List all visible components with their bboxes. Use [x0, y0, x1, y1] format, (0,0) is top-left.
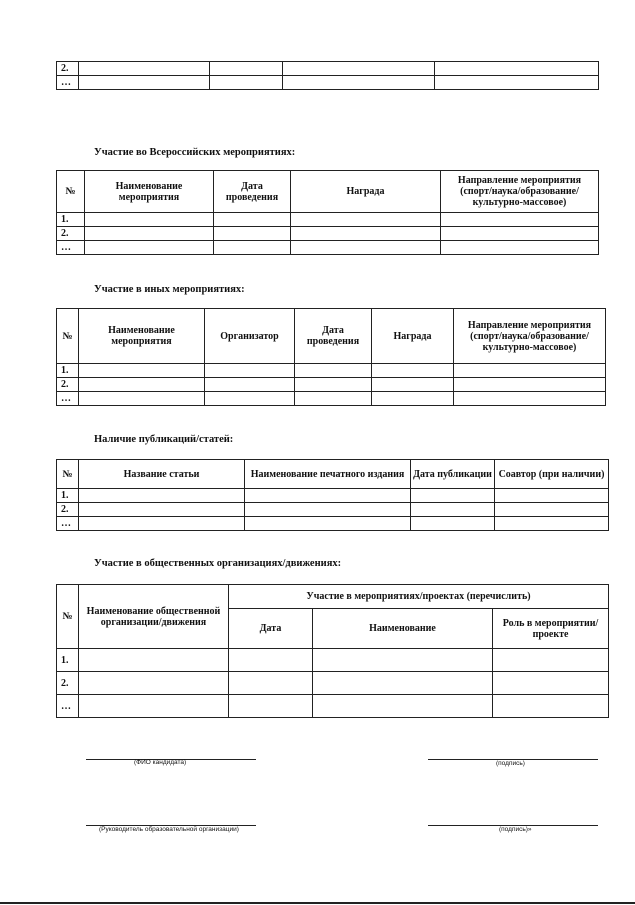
table-cell — [210, 76, 283, 90]
column-header: Наименование общественной организации/движения — [79, 585, 229, 649]
table-cell — [205, 378, 295, 392]
table-cell — [214, 227, 291, 241]
table-cell — [313, 672, 493, 695]
column-header: Наименование печатного издания — [245, 460, 411, 489]
table-row — [57, 649, 609, 672]
row-number: 1. — [57, 213, 85, 227]
table-cell — [85, 241, 214, 255]
table-header-row — [57, 460, 609, 489]
page-bottom-border — [0, 902, 635, 904]
table-row — [57, 227, 599, 241]
table-cell — [372, 392, 454, 406]
other-events-table — [56, 308, 606, 406]
continued-table — [56, 61, 599, 90]
row-number: … — [57, 241, 85, 255]
row-number: 1. — [57, 489, 79, 503]
table-cell — [411, 503, 495, 517]
row-number: … — [57, 695, 79, 718]
table-cell — [495, 503, 609, 517]
column-header: Роль в мероприятии/ проекте — [493, 609, 609, 649]
table-row — [57, 378, 606, 392]
table-cell — [245, 489, 411, 503]
table-cell — [493, 649, 609, 672]
section-heading-other-events: Участие в иных мероприятиях: — [94, 284, 245, 295]
row-number: … — [57, 76, 79, 90]
director-name-caption: (Руководитель образовательной организации) — [99, 826, 239, 833]
table-cell — [245, 517, 411, 531]
column-header: Дата проведения — [295, 309, 372, 364]
table-cell — [454, 364, 606, 378]
table-cell — [441, 213, 599, 227]
table-cell — [214, 213, 291, 227]
table-row — [57, 392, 606, 406]
column-header: Дата — [229, 609, 313, 649]
director-sign-caption: (подпись)» — [499, 826, 532, 833]
publications-table — [56, 459, 609, 531]
table-cell — [435, 76, 599, 90]
table-header-row — [57, 309, 606, 364]
row-number: … — [57, 392, 79, 406]
column-header: Наименование мероприятия — [85, 171, 214, 213]
table-cell — [313, 695, 493, 718]
table-cell — [372, 364, 454, 378]
table-cell — [495, 489, 609, 503]
table-row — [57, 672, 609, 695]
row-number: 1. — [57, 649, 79, 672]
column-header: Награда — [372, 309, 454, 364]
column-header: № — [57, 309, 79, 364]
table-cell — [295, 364, 372, 378]
table-row — [57, 517, 609, 531]
table-cell — [283, 76, 435, 90]
table-cell — [229, 672, 313, 695]
table-cell — [283, 62, 435, 76]
table-cell — [85, 213, 214, 227]
table-cell — [79, 76, 210, 90]
table-header-row — [57, 171, 599, 213]
table-cell — [229, 649, 313, 672]
table-cell — [79, 649, 229, 672]
row-number: 2. — [57, 503, 79, 517]
table-row — [57, 241, 599, 255]
column-header: Дата публикации — [411, 460, 495, 489]
table-row — [57, 489, 609, 503]
column-header: Награда — [291, 171, 441, 213]
table-header-row — [57, 585, 609, 609]
column-header: Название статьи — [79, 460, 245, 489]
table-cell — [79, 672, 229, 695]
section-heading-all-russian: Участие во Всероссийских мероприятиях: — [94, 147, 296, 158]
table-row — [57, 695, 609, 718]
table-cell — [411, 517, 495, 531]
candidate-sign-caption: (подпись) — [496, 760, 525, 767]
table-cell — [495, 517, 609, 531]
column-group-header: Участие в мероприятиях/проектах (перечислить) — [229, 585, 609, 609]
table-cell — [205, 392, 295, 406]
table-row — [57, 62, 599, 76]
table-cell — [85, 227, 214, 241]
row-number: 1. — [57, 364, 79, 378]
table-cell — [295, 392, 372, 406]
table-row — [57, 213, 599, 227]
table-cell — [454, 378, 606, 392]
table-cell — [291, 241, 441, 255]
candidate-name-caption: (ФИО кандидата) — [134, 759, 187, 766]
column-header: Соавтор (при наличии) — [495, 460, 609, 489]
table-cell — [291, 213, 441, 227]
table-row — [57, 76, 599, 90]
table-cell — [79, 517, 245, 531]
table-cell — [454, 392, 606, 406]
table-cell — [79, 503, 245, 517]
table-cell — [295, 378, 372, 392]
table-cell — [441, 227, 599, 241]
all-russian-events-table — [56, 170, 599, 255]
table-cell — [441, 241, 599, 255]
table-cell — [79, 378, 205, 392]
column-header: Наименование мероприятия — [79, 309, 205, 364]
table-cell — [210, 62, 283, 76]
section-heading-publications: Наличие публикаций/статей: — [94, 434, 234, 445]
column-header: Направление мероприятия (спорт/наука/образование/ культурно-массовое) — [441, 171, 599, 213]
column-header: Наименование — [313, 609, 493, 649]
row-number: 2. — [57, 378, 79, 392]
table-cell — [205, 364, 295, 378]
table-cell — [372, 378, 454, 392]
table-row — [57, 364, 606, 378]
column-header: № — [57, 171, 85, 213]
table-cell — [79, 364, 205, 378]
column-header: Дата проведения — [214, 171, 291, 213]
column-header: № — [57, 585, 79, 649]
column-header: № — [57, 460, 79, 489]
row-number: 2. — [57, 227, 85, 241]
table-cell — [411, 489, 495, 503]
table-cell — [79, 62, 210, 76]
table-row — [57, 503, 609, 517]
table-cell — [245, 503, 411, 517]
column-header: Организатор — [205, 309, 295, 364]
table-cell — [229, 695, 313, 718]
row-number: 2. — [57, 672, 79, 695]
row-number: … — [57, 517, 79, 531]
table-cell — [79, 392, 205, 406]
public-organizations-table — [56, 584, 609, 718]
section-heading-public-organizations: Участие в общественных организациях/движениях: — [94, 558, 342, 569]
table-cell — [291, 227, 441, 241]
table-cell — [493, 672, 609, 695]
table-cell — [313, 649, 493, 672]
table-cell — [214, 241, 291, 255]
table-cell — [435, 62, 599, 76]
table-cell — [79, 695, 229, 718]
row-number: 2. — [57, 62, 79, 76]
table-cell — [79, 489, 245, 503]
column-header: Направление мероприятия (спорт/наука/образование/ культурно-массовое) — [454, 309, 606, 364]
table-cell — [493, 695, 609, 718]
